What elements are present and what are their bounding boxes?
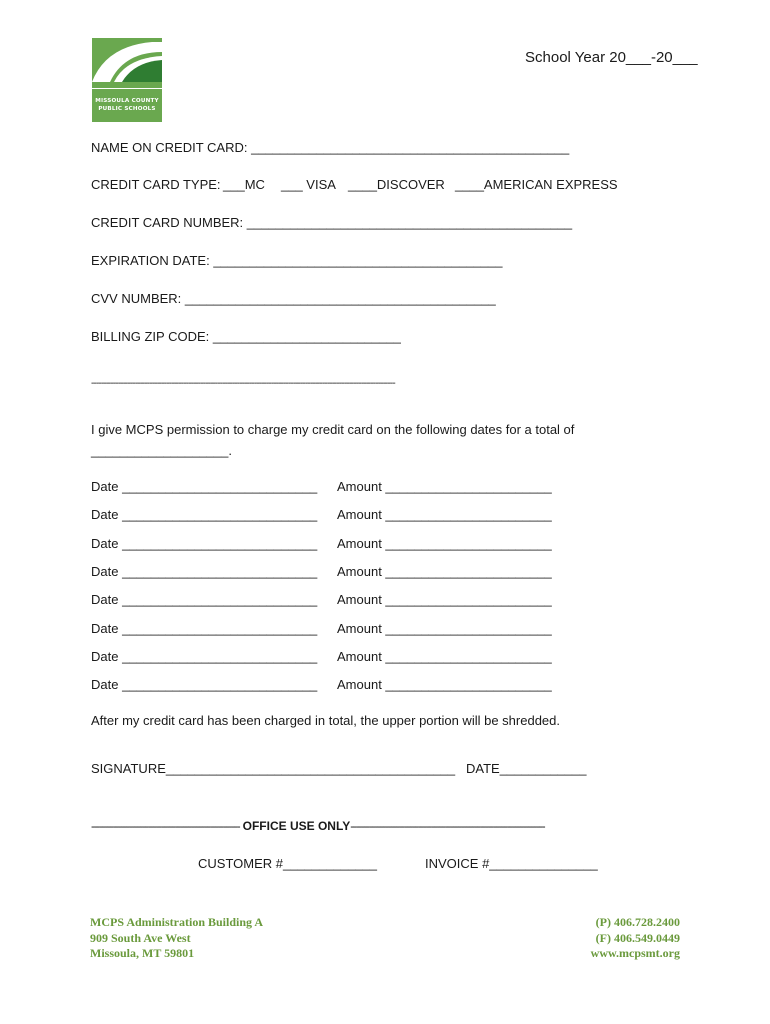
schedule-date-field[interactable]: Date ___________________________: [91, 677, 318, 693]
schedule-amount-field[interactable]: Amount _______________________: [337, 648, 552, 664]
schedule-date-field[interactable]: Date ___________________________: [91, 507, 318, 523]
signature-field[interactable]: SIGNATURE________________________________________: [91, 761, 456, 776]
cvv-field[interactable]: CVV NUMBER: ___________________________________________: [91, 291, 496, 306]
invoice-number-field[interactable]: INVOICE #_______________: [425, 856, 598, 871]
billing-zip-field[interactable]: BILLING ZIP CODE: __________________________: [91, 329, 401, 344]
permission-text: I give MCPS permission to charge my credit card on the following dates for a total of: [91, 422, 575, 437]
card-type-discover-option[interactable]: ____DISCOVER: [348, 177, 445, 192]
customer-number-field[interactable]: CUSTOMER #_____________: [198, 856, 377, 871]
schedule-date-field[interactable]: Date ___________________________: [91, 620, 318, 636]
expiration-date-field[interactable]: EXPIRATION DATE: ________________________________________: [91, 253, 503, 268]
schedule-date-field[interactable]: Date ___________________________: [91, 592, 318, 608]
footer-address: MCPS Administration Building A 909 South Ave West Missoula, MT 59801: [90, 915, 264, 960]
cut-divider: -----------------------------------------------------------------------------------------------------------------------------: [91, 378, 395, 389]
schedule-amount-field[interactable]: Amount _______________________: [337, 592, 552, 608]
schedule-date-field[interactable]: Date ___________________________: [91, 479, 318, 494]
school-year-field[interactable]: School Year 20___-20___: [525, 49, 698, 66]
office-use-title: OFFICE USE ONLY: [239, 819, 351, 833]
office-dashes-right: ------------------------------------------------------------------------: [350, 819, 545, 833]
footer-contact: (P) 406.728.2400 (F) 406.549.0449 www.mcpsmt.org: [590, 915, 680, 960]
schedule-amount-field[interactable]: Amount _______________________: [337, 563, 552, 579]
schedule-amount-field[interactable]: Amount _______________________: [337, 620, 552, 636]
total-amount-field[interactable]: ___________________.: [91, 443, 232, 458]
card-type-visa-option[interactable]: ___ VISA: [281, 177, 336, 192]
schedule-amount-field[interactable]: Amount _______________________: [337, 677, 552, 693]
office-dashes-left: -------------------------------------------------------: [91, 819, 240, 833]
name-on-card-field[interactable]: NAME ON CREDIT CARD: ____________________________________________: [91, 140, 570, 155]
schedule-date-field[interactable]: Date ___________________________: [91, 563, 318, 579]
logo-text: MISSOULA COUNTY PUBLIC SCHOOLS: [95, 98, 159, 112]
logo-graphic: [92, 38, 162, 96]
schedule-date-field[interactable]: Date ___________________________: [91, 535, 318, 551]
schedule-amount-field[interactable]: Amount _______________________: [337, 479, 552, 494]
schedule-amount-field[interactable]: Amount _______________________: [337, 507, 552, 523]
schedule-date-field[interactable]: Date ___________________________: [91, 648, 318, 664]
schedule-amount-field[interactable]: Amount _______________________: [337, 535, 552, 551]
card-type-mc-option[interactable]: ___MC: [223, 177, 265, 192]
office-use-header: [91, 819, 544, 833]
shred-note: After my credit card has been charged in total, the upper portion will be shredded.: [91, 713, 560, 728]
card-type-label: CREDIT CARD TYPE:: [91, 177, 221, 192]
signature-date-field[interactable]: DATE____________: [466, 761, 587, 776]
mcps-logo: [92, 38, 162, 122]
card-type-amex-option[interactable]: ____AMERICAN EXPRESS: [455, 177, 618, 192]
card-number-field[interactable]: CREDIT CARD NUMBER: _____________________________________________: [91, 215, 573, 230]
